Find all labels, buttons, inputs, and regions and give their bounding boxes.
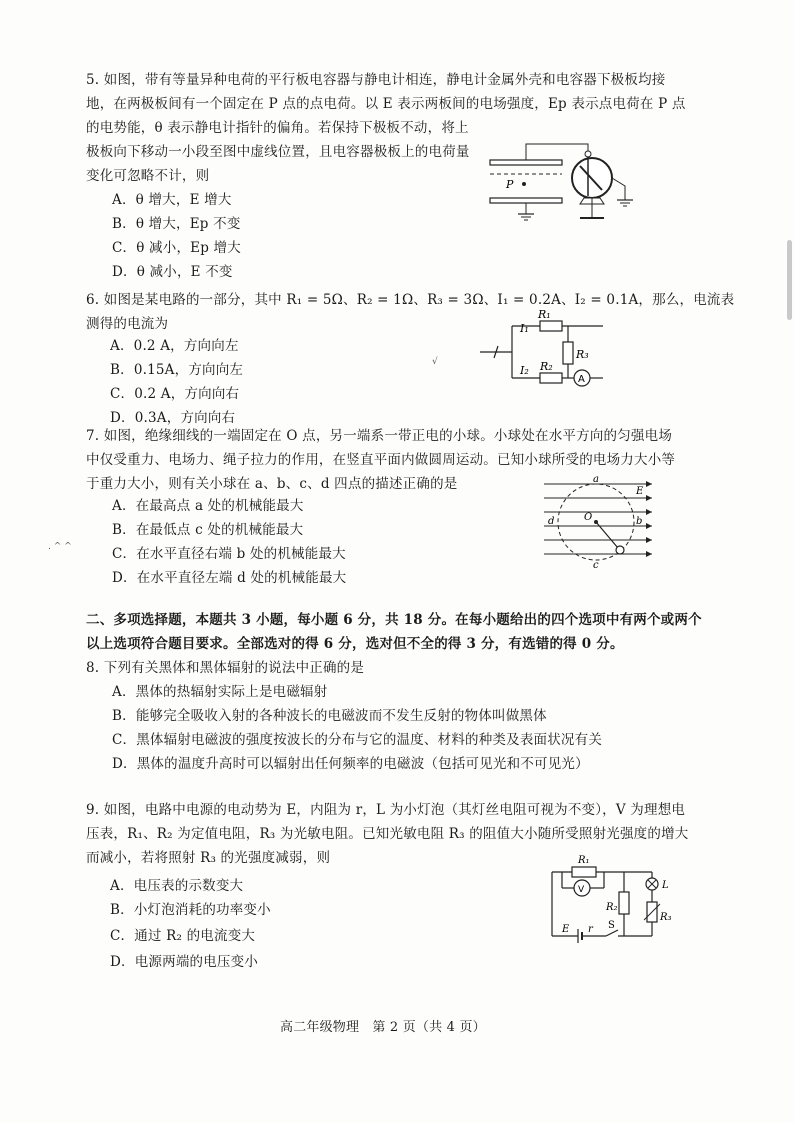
q7-line-3: 于重力大小，则有关小球在 a、b、c、d 四点的描述正确的是 (86, 476, 458, 492)
q7-option-a: A．在最高点 a 处的机械能最大 (112, 498, 304, 514)
q6-option-a: A．0.2 A，方向向左 (110, 338, 239, 354)
q6-label-r1: R₁ (538, 308, 551, 321)
q6-label-i2: I₂ (520, 364, 529, 377)
q5-capacitor-figure (480, 138, 640, 228)
q8-option-a: A．黑体的热辐射实际上是电磁辐射 (112, 684, 328, 700)
q6-label-r2: R₂ (540, 360, 553, 373)
q6-line-2: 测得的电流为 (86, 316, 169, 332)
q7-label-a: a (593, 474, 599, 485)
q5-option-b: B．θ 增大，Ep 不变 (112, 216, 241, 232)
q6-option-d: D．0.3A，方向向右 (110, 410, 236, 426)
q6-line-1: 6. 如图是某电路的一部分，其中 R₁ = 5Ω、R₂ = 1Ω、R₃ = 3Ω、I₁ = 0.2A、I₂ = 0.1A，那么，电流表 (86, 292, 735, 308)
q5-option-a: A．θ 增大，E 增大 (112, 192, 232, 208)
q7-label-c: c (593, 560, 599, 571)
q6-label-r3: R₃ (576, 348, 589, 361)
vertical-scrollbar[interactable] (787, 240, 792, 320)
q9-label-r: r (588, 924, 593, 935)
q7-label-d: d (548, 516, 555, 527)
q5-line-1: 5. 如图，带有等量异种电荷的平行板电容器与静电计相连，静电计金属外壳和电容器下极板均接 (86, 72, 666, 88)
q9-label-v: V (578, 885, 585, 895)
q5-line-5: 变化可忽略不计，则 (86, 168, 210, 184)
scan-mark: . ^ ^ (48, 542, 72, 552)
q9-line-3: 而减小，若将照射 R₃ 的光强度减弱，则 (86, 850, 331, 866)
q9-label-e: E (562, 924, 570, 935)
q9-label-l: L (662, 880, 669, 891)
q7-label-e: E (636, 486, 644, 497)
q6-option-b: B．0.15A，方向向左 (110, 362, 244, 378)
q9-line-1: 9. 如图，电路中电源的电动势为 E，内阻为 r，L 为小灯泡（其灯丝电阻可视为不变），V 为理想电 (86, 802, 686, 818)
q5-line-3: 的电势能，θ 表示静电计指针的偏角。若保持下极板不动，将上 (86, 120, 469, 136)
q5-line-4: 极板向下移动一小段至图中虚线位置，且电容器极板上的电荷量 (86, 144, 470, 160)
section2-line-1: 二、多项选择题，本题共 3 小题，每小题 6 分，共 18 分。在每小题给出的四个选项中有两个或两个 (86, 612, 702, 628)
q9-circuit-figure (548, 854, 678, 946)
q8-option-b: B．能够完全吸收入射的各种波长的电磁波而不发生反射的物体叫做黑体 (112, 708, 547, 724)
q7-line-2: 中仅受重力、电场力、绳子拉力的作用，在竖直平面内做圆周运动。已知小球所受的电场力大小等 (86, 452, 676, 468)
q7-option-d: D．在水平直径左端 d 处的机械能最大 (112, 570, 347, 586)
page-footer: 高二年级物理 第 2 页（共 4 页） (280, 1020, 486, 1035)
q9-line-2: 压表，R₁、R₂ 为定值电阻，R₃ 为光敏电阻。已知光敏电阻 R₃ 的阻值大小随所受照射光强度的增大 (86, 826, 689, 842)
q9-label-s: S (608, 920, 615, 931)
section2-line-2: 以上选项符合题目要求。全部选对的得 6 分，选对但不全的得 3 分，有选错的得 0 分。 (86, 636, 624, 652)
q6-ammeter-label: A (578, 374, 585, 385)
q9-option-b: B．小灯泡消耗的功率变小 (110, 902, 271, 918)
q8-stem: 8. 下列有关黑体和黑体辐射的说法中正确的是 (86, 660, 365, 676)
q5-point-label: P (506, 178, 514, 191)
q7-option-c: C．在水平直径右端 b 处的机械能最大 (112, 546, 346, 562)
q9-label-r2: R₂ (606, 902, 618, 913)
scan-mark: √ (432, 357, 438, 367)
q9-label-r1: R₁ (578, 855, 590, 866)
q6-label-i1: I₁ (520, 322, 529, 335)
q9-option-a: A．电压表的示数变大 (110, 878, 244, 894)
q6-circuit-figure (478, 308, 608, 398)
q5-line-2: 地，在两极板间有一个固定在 P 点的点电荷。以 E 表示两板间的电场强度，Ep 表示点电荷在 P 点 (86, 96, 686, 112)
q7-label-b: b (636, 516, 643, 527)
q8-option-d: D．黑体的温度升高时可以辐射出任何频率的电磁波（包括可见光和不可见光） (112, 756, 589, 772)
q7-option-b: B．在最低点 c 处的机械能最大 (112, 522, 304, 538)
q9-option-c: C．通过 R₂ 的电流变大 (110, 928, 256, 944)
q7-label-o: O (584, 512, 593, 523)
q5-option-d: D．θ 减小，E 不变 (112, 264, 233, 280)
q8-option-c: C．黑体辐射电磁波的强度按波长的分布与它的温度、材料的种类及表面状况有关 (112, 732, 603, 748)
q5-option-c: C．θ 减小，Ep 增大 (112, 240, 241, 256)
q9-option-d: D．电源两端的电压变小 (110, 954, 259, 970)
q6-option-c: C．0.2 A，方向向右 (110, 386, 240, 402)
q7-field-figure (540, 472, 660, 572)
q7-line-1: 7. 如图，绝缘细线的一端固定在 O 点，另一端系一带正电的小球。小球处在水平方向的匀强电场 (86, 428, 673, 444)
q9-label-r3: R₃ (660, 912, 672, 923)
